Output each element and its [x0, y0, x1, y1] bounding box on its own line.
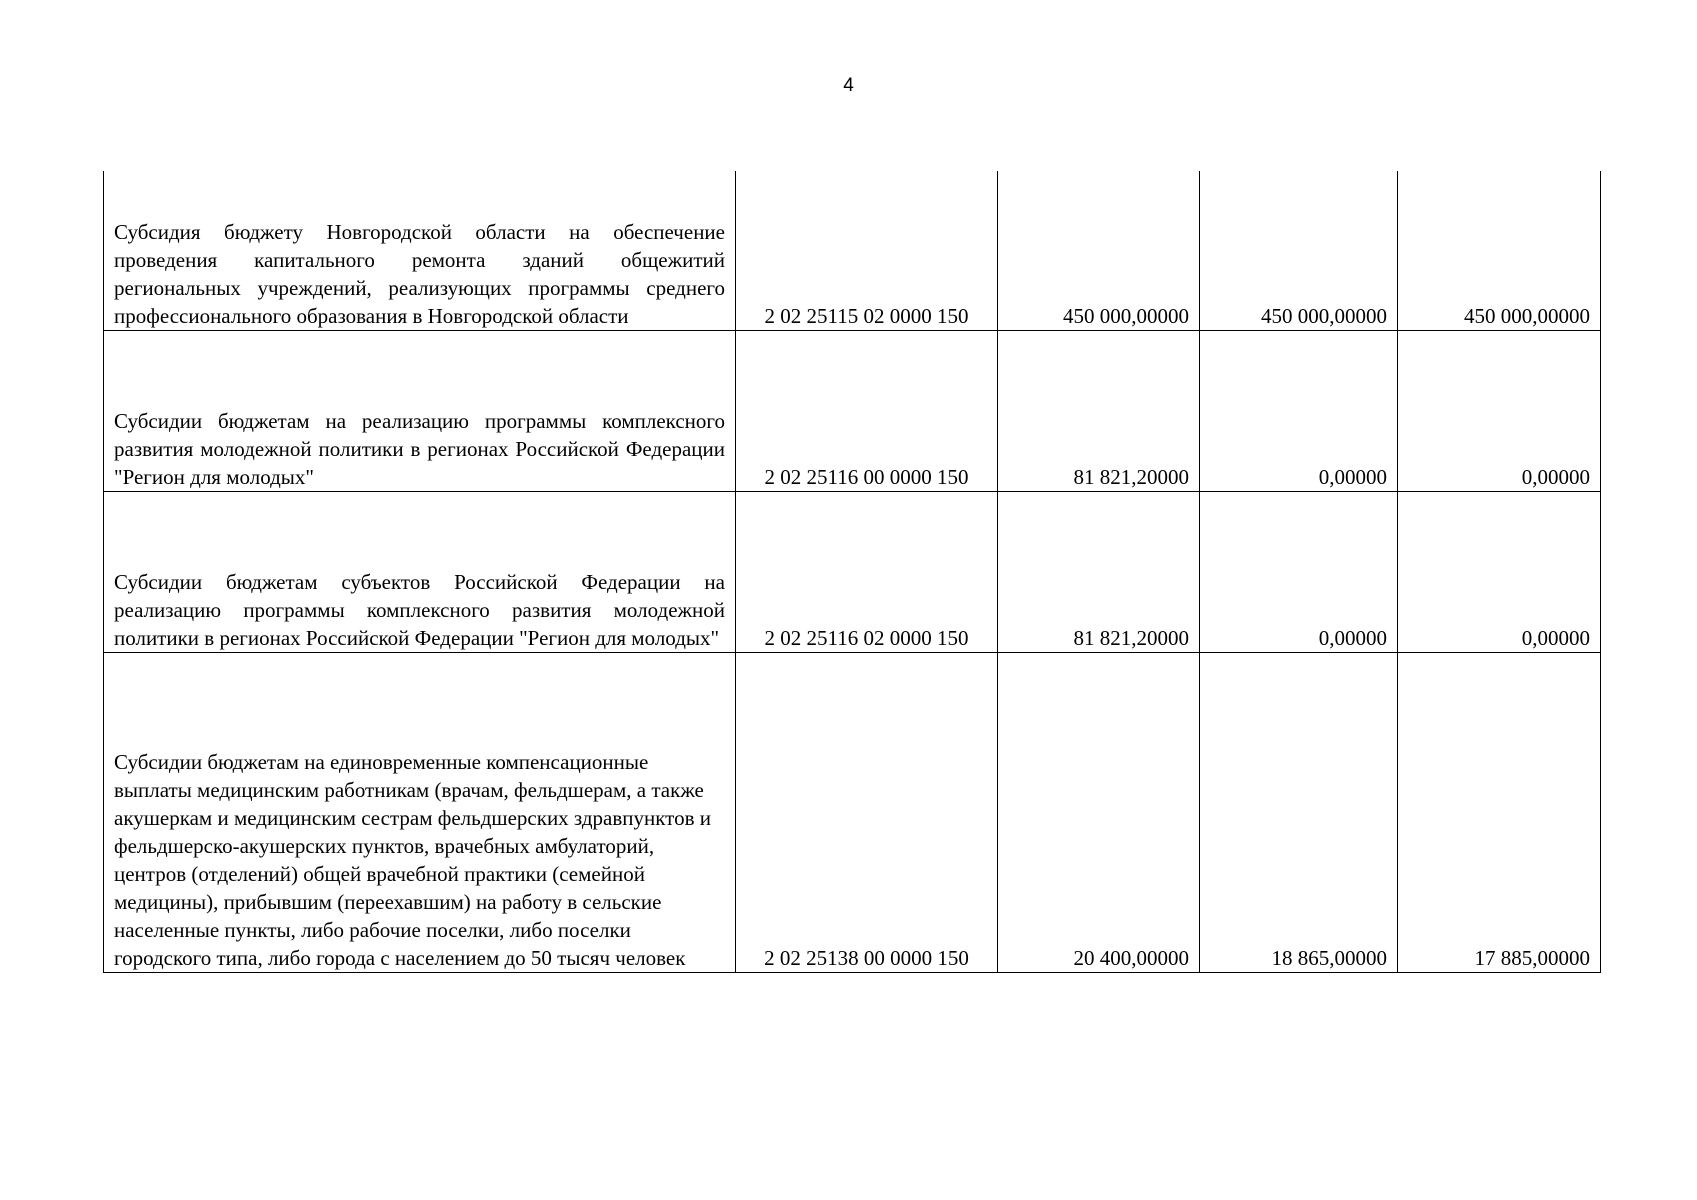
row-value-2: 18 865,00000 — [1200, 653, 1398, 973]
row-value-3: 0,00000 — [1398, 492, 1601, 653]
row-value-3: 17 885,00000 — [1398, 653, 1601, 973]
row-code: 2 02 25138 00 0000 150 — [736, 653, 998, 973]
table-row — [104, 653, 1601, 973]
row-description: Субсидии бюджетам на реализацию программы комплексного развития молодежной политики в регионах Российской Федерации "Регион для молодых" — [104, 331, 736, 492]
row-value-2: 0,00000 — [1200, 331, 1398, 492]
row-value-1: 20 400,00000 — [998, 653, 1200, 973]
budget-table — [103, 171, 1601, 973]
table-row — [104, 171, 1601, 331]
row-description: Субсидия бюджету Новгородской области на обеспечение проведения капитального ремонта зданий общежитий региональных учреждений, реализующих программы среднего профессионального образования в Новгородской области — [104, 171, 736, 331]
page-number: 4 — [843, 75, 854, 96]
row-code: 2 02 25116 02 0000 150 — [736, 492, 998, 653]
row-value-2: 0,00000 — [1200, 492, 1398, 653]
row-value-2: 450 000,00000 — [1200, 171, 1398, 331]
row-value-3: 0,00000 — [1398, 331, 1601, 492]
row-description: Субсидии бюджетам на единовременные компенсационные выплаты медицинским работникам (врачам, фельдшерам, а также акушеркам и медицинским сестрам фельдшерских здравпунктов и фельдшерско-акушерских пунктов, врачебных амбулаторий, центров (отделений) общей врачебной практики (семейной медицины), прибывшим (переехавшим) на работу в сельские населенные пункты, либо рабочие поселки, либо поселки городского типа, либо города с населением до 50 тысяч человек — [104, 653, 736, 973]
row-value-3: 450 000,00000 — [1398, 171, 1601, 331]
row-value-1: 81 821,20000 — [998, 331, 1200, 492]
table-row — [104, 492, 1601, 653]
row-code: 2 02 25116 00 0000 150 — [736, 331, 998, 492]
table-row — [104, 331, 1601, 492]
row-description: Субсидии бюджетам субъектов Российской Федерации на реализацию программы комплексного развития молодежной политики в регионах Российской Федерации "Регион для молодых" — [104, 492, 736, 653]
row-code: 2 02 25115 02 0000 150 — [736, 171, 998, 331]
row-value-1: 81 821,20000 — [998, 492, 1200, 653]
row-value-1: 450 000,00000 — [998, 171, 1200, 331]
